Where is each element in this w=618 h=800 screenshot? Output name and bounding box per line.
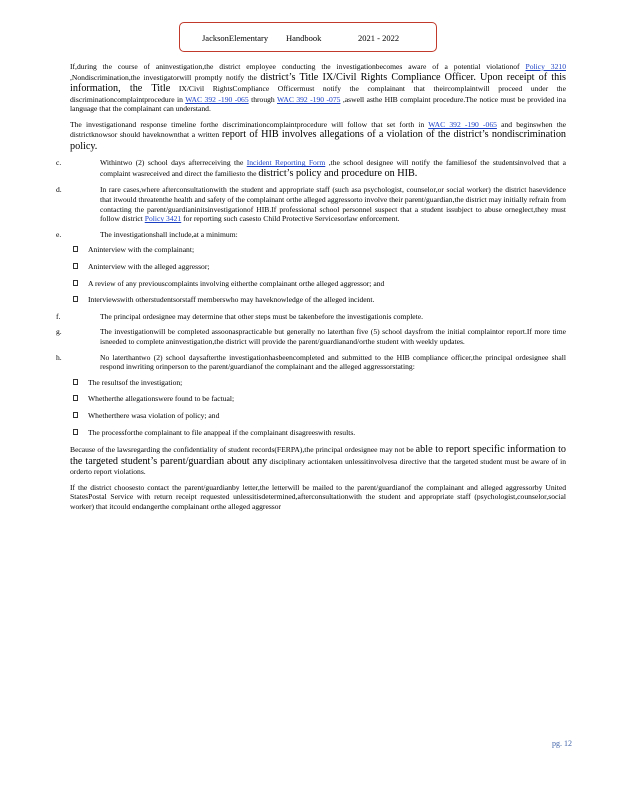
bullet-e-3: A review of any previouscomplaints involving eitherthe complainant orthe alleged aggressor; and [70, 279, 566, 289]
paragraph-ferpa: Because of the lawsregarding the confidentiality of student records(FERPA),the principal ordesignee may not be able to report specific information to the targeted student’s parent/guardian about any disciplinary actiontaken unlessitinvolvesa directive that the targeted student must be aware of in orderto report violations. [70, 444, 566, 477]
bullet-e-1: Aninterview with the complainant; [70, 245, 566, 255]
checkbox-icon [73, 395, 78, 401]
bullet-e-4: Interviewswith otherstudentsorstaff memberswho may haveknowledge of the alleged incident. [70, 295, 566, 305]
wac-075-link[interactable]: WAC 392 -190 -075 [277, 94, 341, 104]
list-item-c: c. Withintwo (2) school days afterreceiving the Incident Reporting Form ,the school designee will notify the familiesof the studentsinvolved that a complaint wasreceived and direct the familiesto the district’s policy and procedure on HIB. [56, 158, 566, 179]
list-item-g: g. The investigationwill be completed assoonaspracticable but generally no laterthan five (5) school daysfrom the initial complaintor report.If more time isneeded to complete aninvestigation,the district will provide the parent/guardianand/orthe student with weekly updates. [56, 327, 566, 346]
bullet-e-2: Aninterview with the alleged aggressor; [70, 262, 566, 272]
school-year: 2021 - 2022 [358, 33, 400, 43]
page-number: pg. 12 [552, 739, 572, 748]
paragraph-letter: If the district choosesto contact the parent/guardianby letter,the letterwill be mailed to the parent/guardianof the complainant and alleged aggressorby United StatesPostal Service with return receipt requested unlessitisdetermined,afterconsultationwith the student and appropriate staff (psychologist,counselor,social worker) that itcould endangerthe complainant orthe alleged aggressor [70, 482, 566, 511]
bullet-h-1: The resultsof the investigation; [70, 378, 566, 388]
paragraph-title-ix: If,during the course of aninvestigation,the district employee conducting the investigationbecomes aware of a potential violationof Policy 3210 ,Nondiscrimination,the investigatorwill promptly notify the district’s Title IX/Civil Rights Compliance Officer. Upon receipt of this information, the Title IX/Civil RightsCompliance Officermust notify the complainant that theircomplaintwill proceed under the discriminationcomplaintprocedure in WAC 392 -190 -065 through WAC 392 -190 -075 ,aswell asthe HIB complaint procedure.The notice must be provided ina language that the complainant can understand. [70, 62, 567, 114]
paragraph-timeline: The investigationand response timeline forthe discriminationcomplaintprocedure will follow that set forth in WAC 392 -190 -065 and beginswhen the districtknowsor should haveknownthat a written report of HIB involves allegations of a violation of the district’s nondiscrimination policy. [70, 119, 567, 152]
wac-065-link-2[interactable]: WAC 392 -190 -065 [428, 119, 497, 129]
checkbox-icon [73, 246, 78, 252]
policy-3210-link[interactable]: Policy 3210 [525, 62, 566, 71]
checkbox-icon [73, 280, 78, 286]
policy-3421-link[interactable]: Policy 3421 [144, 214, 182, 224]
list-item-d: d. In rare cases,where afterconsultationwith the student and appropriate staff (such asa psychologist, counselor,or social worker) the district hasevidence that itwould threatenthe health and safety of the complainant orthe alleged aggressorto involve their parent/guardian,the district may initially refrain from contacting the parent/guardianinitsinvestigationof HIB.If professional school personnel suspect that a student issubject to abuse orneglect,they must follow district Policy 3421 for reporting such casesto Child Protective Servicesorlaw enforcement. [56, 185, 567, 224]
school-name: JacksonElementary [202, 33, 269, 43]
list-item-f: f. The principal ordesignee may determine that other steps must be takenbefore the investigationis complete. [56, 311, 424, 321]
list-item-h: h. No laterthantwo (2) school daysafterthe investigationhasbeencompleted and submitted to the HIB compliance officer,the principal ordesignee shall respond inwriting orinperson to the parent/guardianof the complainant and the alleged aggressorstating: [56, 352, 566, 372]
document-body [56, 62, 567, 518]
list-item-e: e. The investigationshall include,at a minimum: [56, 229, 238, 239]
bullet-h-2: Whetherthe allegationswere found to be factual; [70, 394, 566, 404]
checkbox-icon [73, 296, 78, 302]
incident-reporting-form-link[interactable]: Incident Reporting Form [246, 158, 326, 168]
handbook-title: Handbook [286, 33, 322, 43]
document-header [179, 22, 437, 52]
checkbox-icon [73, 429, 78, 435]
checkbox-icon [73, 412, 78, 418]
checkbox-icon [73, 379, 78, 385]
wac-065-link[interactable]: WAC 392 -190 -065 [185, 94, 249, 104]
bullet-h-3: Whetherthere wasa violation of policy; and [70, 411, 566, 421]
bullet-h-4: The processforthe complainant to file anappeal if the complainant disagreeswith results. [70, 428, 566, 438]
checkbox-icon [73, 263, 78, 269]
